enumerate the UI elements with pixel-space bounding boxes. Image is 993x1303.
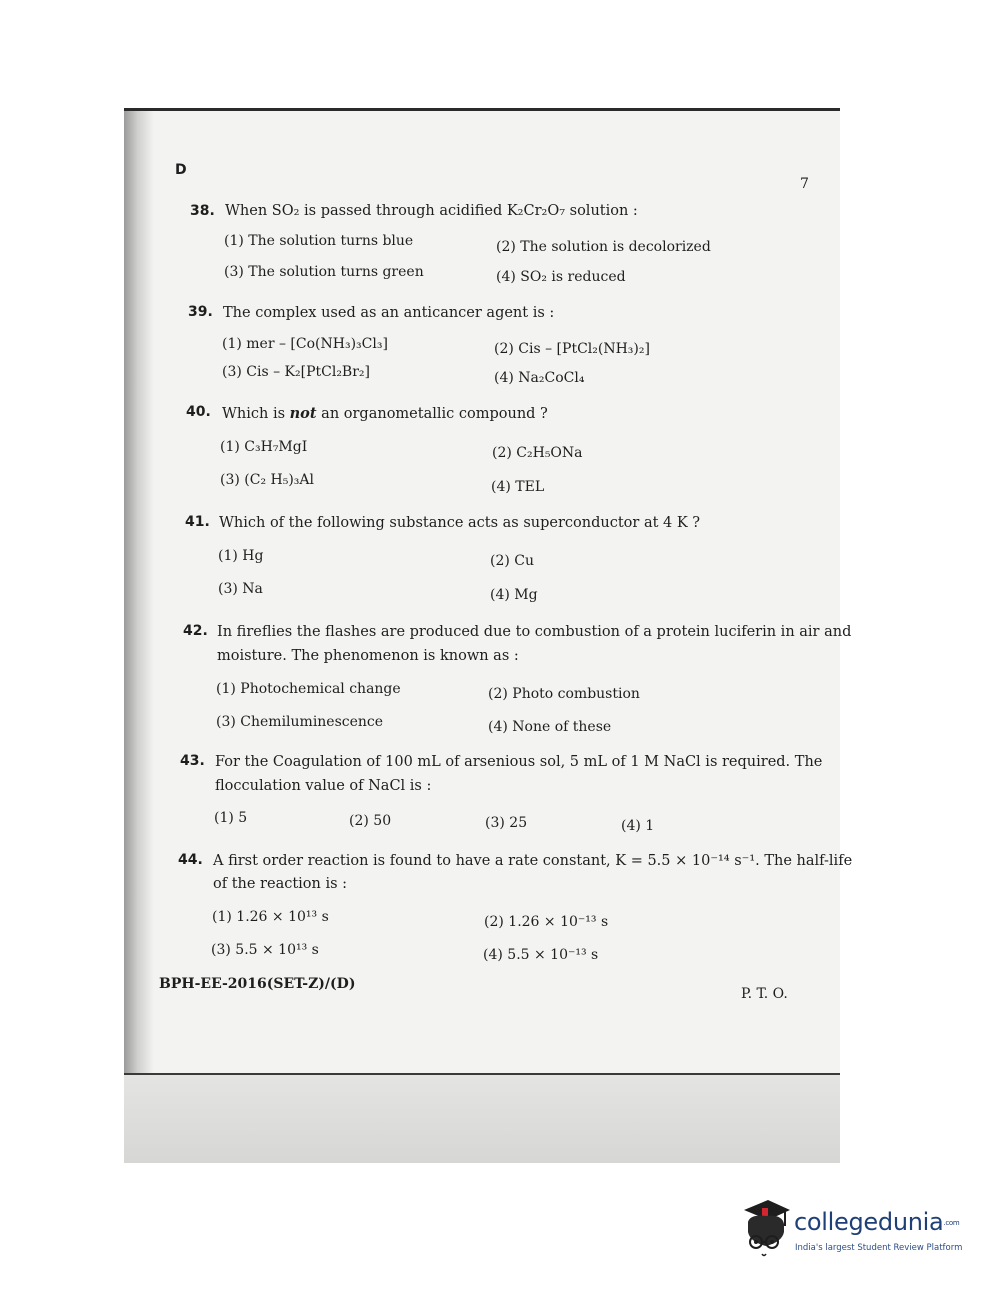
question-number: 38.: [190, 203, 215, 219]
option-2: (2) C₂H₅ONa: [492, 445, 583, 461]
set-letter: D: [175, 162, 187, 178]
option-4: (4) None of these: [488, 719, 612, 735]
question-stem-line-1: In fireflies the flashes are produced due to combustion of a protein luciferin in air and: [217, 624, 852, 640]
question-number: 42.: [183, 623, 208, 639]
option-1: (1) 1.26 × 10¹³ s: [212, 909, 329, 925]
paper-code: BPH-EE-2016(SET-Z)/(D): [159, 976, 356, 992]
option-1: (1) Hg: [218, 548, 264, 564]
option-2: (2) Cu: [490, 553, 535, 569]
option-1: (1) The solution turns blue: [224, 233, 414, 249]
logo-suffix: .com: [943, 1219, 960, 1227]
collegedunia-logo: [738, 1196, 963, 1266]
option-4: (4) Mg: [490, 587, 538, 603]
logo-tagline: India's largest Student Review Platform: [795, 1243, 963, 1253]
question-stem-line-1: For the Coagulation of 100 mL of arsenious sol, 5 mL of 1 M NaCl is required. The: [215, 754, 823, 770]
question-stem-line-2: of the reaction is :: [213, 876, 348, 892]
option-3: (3) 5.5 × 10¹³ s: [211, 942, 319, 958]
please-turn-over: P. T. O.: [741, 986, 788, 1002]
question-number: 44.: [178, 852, 203, 868]
option-3: (3) 25: [485, 815, 528, 831]
page-lower-edge: [124, 1073, 840, 1163]
option-1: (1) Photochemical change: [216, 681, 401, 697]
option-1: (1) C₃H₇MgI: [220, 439, 308, 455]
question-stem-line-1: A first order reaction is found to have a rate constant, K = 5.5 × 10⁻¹⁴ s⁻¹. The half-life: [213, 853, 853, 869]
question-stem: Which of the following substance acts as superconductor at 4 K ?: [219, 515, 701, 531]
logo-wordmark: collegedunia.com: [794, 1208, 960, 1236]
question-number: 41.: [185, 514, 210, 530]
option-1: (1) 5: [214, 810, 248, 826]
question-stem: Which is not an organometallic compound ?: [222, 405, 548, 422]
option-4: (4) 1: [621, 818, 655, 834]
question-number: 40.: [186, 404, 211, 420]
question-number: 43.: [180, 753, 205, 769]
option-3: (3) (C₂ H₅)₃Al: [220, 472, 315, 488]
question-stem-line-2: moisture. The phenomenon is known as :: [217, 648, 519, 664]
option-4: (4) SO₂ is reduced: [496, 269, 626, 285]
option-2: (2) 1.26 × 10⁻¹³ s: [484, 914, 609, 930]
question-stem: The complex used as an anticancer agent is :: [223, 305, 555, 321]
question-stem: When SO₂ is passed through acidified K₂Cr₂O₇ solution :: [225, 203, 638, 219]
option-3: (3) Cis – K₂[PtCl₂Br₂]: [222, 364, 370, 380]
mascot-icon: [738, 1196, 794, 1258]
option-1: (1) mer – [Co(NH₃)₃Cl₃]: [222, 336, 388, 352]
option-2: (2) 50: [349, 813, 392, 829]
page-number: 7: [800, 176, 809, 192]
option-4: (4) TEL: [491, 479, 545, 495]
option-4: (4) 5.5 × 10⁻¹³ s: [483, 947, 599, 963]
option-3: (3) Chemiluminescence: [216, 714, 384, 730]
option-2: (2) Photo combustion: [488, 686, 640, 702]
emphasis-not: not: [289, 405, 317, 422]
option-2: (2) Cis – [PtCl₂(NH₃)₂]: [494, 341, 650, 357]
option-3: (3) The solution turns green: [224, 264, 424, 280]
option-3: (3) Na: [218, 581, 263, 597]
option-2: (2) The solution is decolorized: [496, 239, 711, 255]
question-number: 39.: [188, 304, 213, 320]
option-4: (4) Na₂CoCl₄: [494, 370, 585, 386]
question-stem-line-2: flocculation value of NaCl is :: [215, 778, 432, 794]
binding-shadow: [124, 111, 154, 1163]
